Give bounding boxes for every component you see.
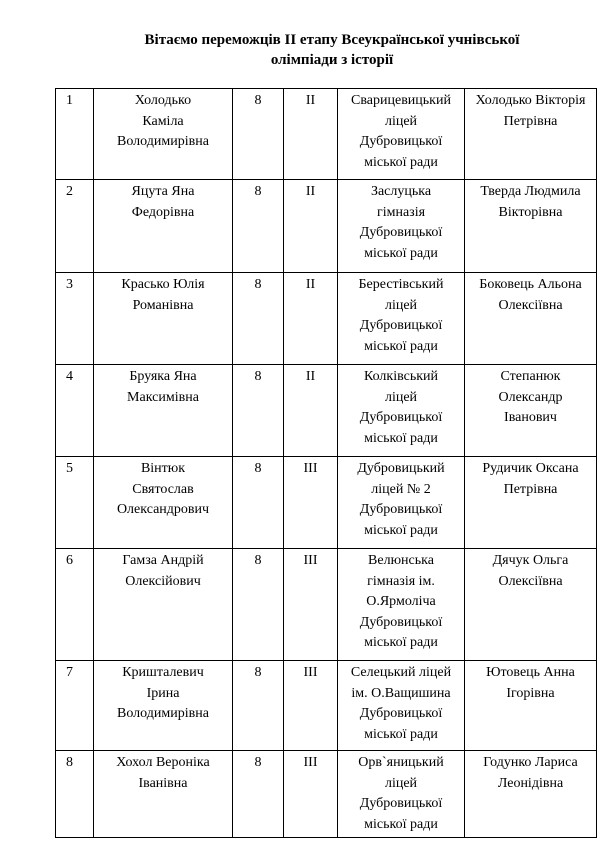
school-cell-line: Селецький ліцей — [350, 665, 452, 680]
grade-cell: 8 — [233, 365, 284, 457]
teacher-name-cell — [465, 273, 597, 365]
school-cell-line: ліцей — [384, 389, 418, 405]
school-cell-line: Дубровицької — [359, 225, 443, 240]
school-cell — [338, 273, 465, 365]
student-name-cell-line: Володимирівна — [117, 706, 209, 721]
place-cell: ІІІ — [284, 751, 338, 838]
teacher-name-cell — [465, 180, 597, 273]
school-cell-line: Дубровицької — [359, 614, 443, 630]
row-number-cell: 6 — [56, 549, 94, 661]
school-cell-line: міської ради — [364, 430, 438, 446]
teacher-name-cell-line: Вікторівна — [498, 204, 563, 220]
school-cell-line: Дубровицької — [359, 796, 443, 811]
school-cell-line: міської ради — [364, 726, 438, 742]
student-name-cell-line: Романівна — [132, 297, 194, 313]
school-cell-line: ліцей — [384, 113, 418, 129]
teacher-name-cell — [465, 365, 597, 457]
teacher-name-cell — [465, 661, 597, 751]
teacher-name-cell-line: Олексіївна — [498, 573, 563, 589]
student-name-cell — [94, 661, 233, 751]
teacher-name-cell-line: Леонідівна — [497, 775, 564, 791]
teacher-name-cell-line: Дячук Ольга — [492, 553, 569, 568]
school-cell — [338, 751, 465, 838]
teacher-name-cell — [465, 89, 597, 180]
teacher-name-cell-line: Боковець Альона — [479, 277, 582, 292]
student-name-cell-line: Іванівна — [138, 775, 188, 791]
place-cell: ІІ — [284, 365, 338, 457]
grade-cell: 8 — [233, 89, 284, 180]
table-row — [56, 457, 597, 549]
place-cell: ІІ — [284, 180, 338, 273]
school-cell-line: гімназія ім. — [367, 573, 435, 589]
table-row — [56, 89, 597, 180]
teacher-name-cell-line: Петрівна — [503, 481, 558, 497]
teacher-name-cell-line: Холодько Вікторія — [475, 93, 586, 108]
school-cell-line: Дубровицької — [359, 410, 443, 425]
school-cell-line: Дубровицької — [359, 706, 443, 721]
teacher-name-cell-line: Рудичик Оксана — [482, 461, 579, 476]
teacher-name-cell-line: Петрівна — [503, 113, 558, 129]
place-cell: ІІ — [284, 89, 338, 180]
place-cell: ІІІ — [284, 661, 338, 751]
place-cell: ІІ — [284, 273, 338, 365]
school-cell-line: Заслуцька — [370, 184, 432, 199]
teacher-name-cell-line: Тверда Людмила — [480, 184, 581, 199]
teacher-name-cell-line: Ютовець Анна — [486, 665, 575, 680]
table-row — [56, 751, 597, 838]
row-number-cell: 5 — [56, 457, 94, 549]
student-name-cell — [94, 273, 233, 365]
school-cell-line: Орв`яницький — [358, 755, 444, 770]
student-name-cell-line: Каміла — [142, 113, 184, 129]
place-cell: ІІІ — [284, 457, 338, 549]
student-name-cell-line: Холодько — [134, 93, 192, 108]
school-cell-line: Велюнська — [368, 553, 434, 568]
student-name-cell — [94, 549, 233, 661]
school-cell-line: ліцей — [384, 775, 418, 791]
table-row — [56, 661, 597, 751]
row-number-cell: 8 — [56, 751, 94, 838]
student-name-cell — [94, 457, 233, 549]
teacher-name-cell-line: Ігорівна — [506, 685, 555, 701]
table-row — [56, 549, 597, 661]
school-cell-line: міської ради — [364, 245, 438, 261]
teacher-name-cell — [465, 549, 597, 661]
school-cell-line: Дубровицький — [357, 461, 445, 476]
school-cell — [338, 661, 465, 751]
school-cell-line: Сварицевицький — [351, 93, 451, 108]
row-number-cell: 3 — [56, 273, 94, 365]
school-cell-line: ім. О.Ващишина — [351, 685, 451, 701]
row-number-cell: 2 — [56, 180, 94, 273]
student-name-cell — [94, 89, 233, 180]
school-cell-line: міської ради — [364, 154, 438, 170]
school-cell — [338, 180, 465, 273]
winners-table — [55, 88, 597, 838]
student-name-cell-line: Максимівна — [127, 389, 199, 405]
teacher-name-cell-line: Годунко Лариса — [483, 755, 578, 770]
school-cell — [338, 457, 465, 549]
teacher-name-cell — [465, 751, 597, 838]
teacher-name-cell-line: Степанюк — [500, 369, 561, 384]
school-cell-line: Дубровицької — [359, 134, 443, 149]
school-cell-line: Дубровицької — [359, 318, 443, 333]
row-number-cell: 1 — [56, 89, 94, 180]
school-cell-line: міської ради — [364, 635, 438, 650]
school-cell-line: О.Ярмоліча — [366, 594, 436, 609]
student-name-cell-line: Святослав — [132, 481, 194, 497]
student-name-cell — [94, 180, 233, 273]
school-cell-line: гімназія — [376, 204, 426, 220]
student-name-cell-line: Бруяка Яна — [129, 369, 197, 384]
school-cell-line: Дубровицької — [359, 502, 443, 517]
table-row — [56, 180, 597, 273]
student-name-cell-line: Вінтюк — [140, 461, 186, 476]
grade-cell: 8 — [233, 661, 284, 751]
school-cell — [338, 365, 465, 457]
school-cell-line: міської ради — [364, 816, 438, 832]
student-name-cell-line: Ірина — [146, 685, 180, 701]
student-name-cell — [94, 365, 233, 457]
school-cell — [338, 89, 465, 180]
title-line-1: Вітаємо переможців ІІ етапу Всеукраїнської учнівської — [144, 32, 520, 48]
teacher-name-cell-line: Олександр Іванович — [498, 389, 563, 425]
student-name-cell-line: Кришталевич — [122, 665, 204, 680]
student-name-cell-line: Гамза Андрій — [122, 553, 204, 568]
student-name-cell-line: Федорівна — [131, 204, 195, 220]
school-cell-line: міської ради — [364, 338, 438, 354]
school-cell-line: міської ради — [364, 522, 438, 538]
school-cell — [338, 549, 465, 661]
grade-cell: 8 — [233, 549, 284, 661]
grade-cell: 8 — [233, 273, 284, 365]
school-cell-line: Берестівський — [358, 277, 444, 292]
document-title — [0, 30, 608, 70]
student-name-cell-line: Олександрович — [116, 502, 210, 517]
student-name-cell-line: Володимирівна — [117, 134, 209, 149]
grade-cell: 8 — [233, 457, 284, 549]
student-name-cell-line: Яцута Яна — [131, 184, 195, 199]
school-cell-line: ліцей № 2 — [371, 481, 431, 497]
student-name-cell-line: Олексійович — [125, 573, 201, 589]
teacher-name-cell — [465, 457, 597, 549]
row-number-cell: 4 — [56, 365, 94, 457]
grade-cell: 8 — [233, 751, 284, 838]
student-name-cell-line: Хохол Вероніка — [116, 755, 210, 770]
teacher-name-cell-line: Олексіївна — [498, 297, 563, 313]
table-row — [56, 273, 597, 365]
grade-cell: 8 — [233, 180, 284, 273]
student-name-cell-line: Красько Юлія — [121, 277, 205, 292]
student-name-cell — [94, 751, 233, 838]
place-cell: ІІІ — [284, 549, 338, 661]
table-row — [56, 365, 597, 457]
winners-table-body — [56, 89, 597, 838]
row-number-cell: 7 — [56, 661, 94, 751]
school-cell-line: Колківський — [363, 369, 439, 384]
title-line-2: олімпіади з історії — [270, 52, 394, 68]
school-cell-line: ліцей — [384, 297, 418, 313]
